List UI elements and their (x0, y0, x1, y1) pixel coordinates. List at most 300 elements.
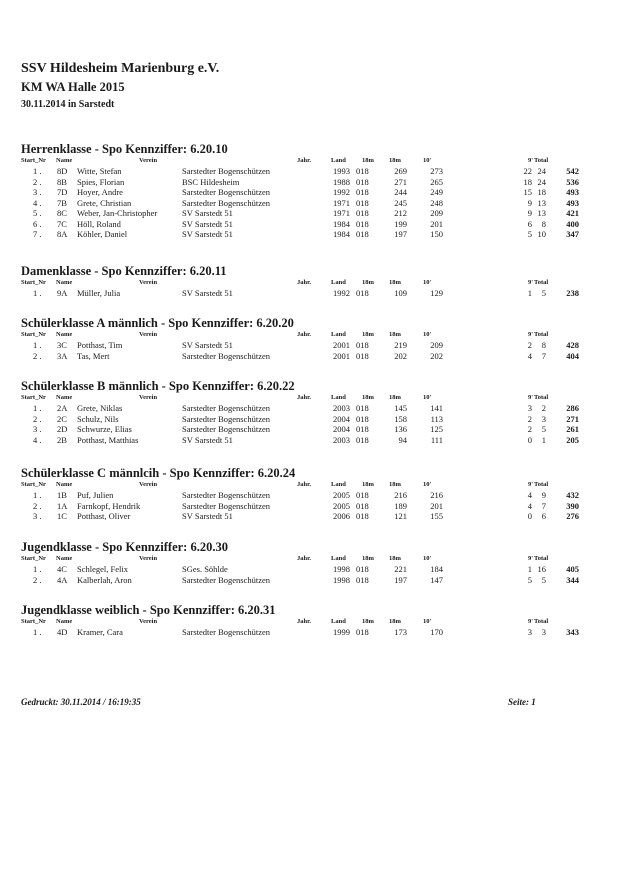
club-name: Sarstedter Bogenschützen (182, 413, 271, 424)
total-score: 493 (566, 197, 579, 208)
state-code: 018 (356, 490, 369, 500)
birth-year: 1993 (333, 166, 350, 176)
rank: 4 . (33, 197, 42, 208)
col-total-header: Total (534, 481, 549, 488)
total-score: 205 (566, 434, 579, 445)
result-row (21, 177, 601, 188)
birth-year: 2003 (333, 403, 350, 413)
club-name: SV Sarstedt 51 (182, 434, 233, 445)
col-nines-header: 9' (528, 481, 534, 488)
col-name-header: Name (56, 157, 73, 164)
nines-count: 10 (537, 229, 546, 239)
result-row (21, 564, 601, 575)
round-2-score: 202 (430, 350, 443, 361)
col-nines-header: 9' (528, 394, 534, 401)
state-code: 018 (356, 340, 369, 350)
start-number: 3C (57, 340, 67, 350)
col-18m-a-header: 18m (362, 394, 374, 401)
col-jahr-header: Jahr. (297, 331, 312, 338)
archer-name: Farnkopf, Hendrik (77, 500, 141, 511)
round-2-score: 201 (430, 218, 443, 229)
class-section (21, 539, 601, 585)
result-row (21, 627, 601, 638)
nines-count: 16 (537, 564, 546, 574)
round-2-score: 273 (430, 166, 443, 176)
col-verein-header: Verein (139, 279, 158, 286)
round-1-score: 269 (394, 166, 407, 176)
archer-name: Grete, Christian (77, 197, 132, 208)
result-row (21, 219, 601, 230)
col-jahr-header: Jahr. (297, 279, 312, 286)
column-header-row (21, 394, 601, 403)
club-name: SV Sarstedt 51 (182, 218, 233, 229)
start-number: 2D (57, 424, 68, 434)
tens-count: 3 (527, 403, 532, 413)
state-code: 018 (356, 424, 369, 434)
col-18m-a-header: 18m (362, 157, 374, 164)
archer-name: Kramer, Cara (77, 627, 123, 637)
state-code: 018 (356, 403, 369, 413)
class-section (21, 141, 601, 240)
club-title: SSV Hildesheim Marienburg e.V. (21, 61, 220, 76)
nines-count: 8 (541, 340, 546, 350)
state-code: 018 (356, 350, 369, 361)
birth-year: 1992 (333, 187, 350, 197)
col-start-nr-header: Start_Nr (21, 331, 46, 338)
round-1-score: 109 (394, 288, 407, 298)
col-18m-b-header: 18m (389, 331, 401, 338)
col-tens-header: 10' (423, 157, 432, 164)
round-1-score: 121 (394, 511, 407, 521)
tens-count: 1 (527, 564, 532, 574)
tens-count: 6 (527, 218, 532, 229)
nines-count: 13 (537, 208, 546, 218)
col-name-header: Name (56, 394, 73, 401)
round-2-score: 201 (430, 500, 443, 511)
total-score: 344 (566, 574, 579, 585)
club-name: SV Sarstedt 51 (182, 288, 233, 298)
col-verein-header: Verein (139, 331, 158, 338)
col-verein-header: Verein (139, 157, 158, 164)
club-name: SV Sarstedt 51 (182, 511, 233, 521)
birth-year: 1998 (333, 574, 350, 585)
col-18m-a-header: 18m (362, 481, 374, 488)
start-number: 8D (57, 166, 68, 176)
col-nines-header: 9' (528, 157, 534, 164)
total-score: 390 (566, 500, 579, 511)
class-section (21, 263, 601, 299)
tens-count: 2 (527, 340, 532, 350)
state-code: 018 (356, 166, 369, 176)
round-1-score: 158 (394, 413, 407, 424)
start-number: 3A (57, 350, 68, 361)
rank: 3 . (33, 424, 42, 434)
archer-name: Witte, Stefan (77, 166, 122, 176)
round-1-score: 212 (394, 208, 407, 218)
birth-year: 2004 (333, 424, 350, 434)
start-number: 1B (57, 490, 67, 500)
rank: 2 . (33, 176, 42, 187)
col-verein-header: Verein (139, 394, 158, 401)
club-name: BSC Hildesheim (182, 176, 240, 187)
total-score: 271 (566, 413, 579, 424)
round-2-score: 125 (430, 424, 443, 434)
nines-count: 5 (541, 424, 546, 434)
round-1-score: 216 (394, 490, 407, 500)
tens-count: 15 (523, 187, 532, 197)
nines-count: 3 (541, 413, 546, 424)
birth-year: 1971 (333, 208, 350, 218)
club-name: SGes. Söhlde (182, 564, 228, 574)
nines-count: 8 (541, 218, 546, 229)
result-row (21, 403, 601, 414)
state-code: 018 (356, 229, 369, 239)
round-1-score: 271 (394, 176, 407, 187)
start-number: 8B (57, 176, 67, 187)
birth-year: 1971 (333, 197, 350, 208)
col-tens-header: 10' (423, 481, 432, 488)
tens-count: 5 (527, 574, 532, 585)
result-row (21, 166, 601, 177)
round-2-score: 129 (430, 288, 443, 298)
round-2-score: 209 (430, 208, 443, 218)
col-total-header: Total (534, 555, 549, 562)
total-score: 405 (566, 564, 579, 574)
start-number: 7B (57, 197, 67, 208)
section-title: Schülerklasse A männlich - Spo Kennziffer: 6.20.20 (21, 316, 294, 330)
nines-count: 5 (541, 288, 546, 298)
start-number: 8A (57, 229, 68, 239)
section-title: Schülerklasse C männlcih - Spo Kennziffer: 6.20.24 (21, 466, 296, 480)
rank: 2 . (33, 574, 42, 585)
total-score: 428 (566, 340, 579, 350)
col-jahr-header: Jahr. (297, 394, 312, 401)
round-2-score: 265 (430, 176, 443, 187)
col-land-header: Land (331, 394, 346, 401)
state-code: 018 (356, 413, 369, 424)
col-18m-a-header: 18m (362, 555, 374, 562)
col-jahr-header: Jahr. (297, 555, 312, 562)
col-total-header: Total (534, 279, 549, 286)
col-jahr-header: Jahr. (297, 157, 312, 164)
col-land-header: Land (331, 618, 346, 625)
col-verein-header: Verein (139, 618, 158, 625)
tens-count: 3 (527, 627, 532, 637)
column-header-row (21, 618, 601, 627)
result-row (21, 424, 601, 435)
rank: 1 . (33, 288, 42, 298)
birth-year: 1992 (333, 288, 350, 298)
total-score: 432 (566, 490, 579, 500)
col-18m-b-header: 18m (389, 394, 401, 401)
rank: 3 . (33, 187, 42, 197)
rank: 7 . (33, 229, 42, 239)
archer-name: Köhler, Daniel (77, 229, 128, 239)
birth-year: 2003 (333, 434, 350, 445)
nines-count: 6 (541, 511, 546, 521)
column-header-row (21, 331, 601, 340)
round-1-score: 199 (394, 218, 407, 229)
col-jahr-header: Jahr. (297, 618, 312, 625)
archer-name: Spies, Florian (77, 176, 125, 187)
result-row (21, 490, 601, 501)
nines-count: 24 (537, 176, 546, 187)
birth-year: 2001 (333, 350, 350, 361)
col-total-header: Total (534, 394, 549, 401)
state-code: 018 (356, 176, 369, 187)
state-code: 018 (356, 187, 369, 197)
class-section (21, 602, 601, 638)
archer-name: Potthast, Tim (77, 340, 123, 350)
section-title: Jugendklasse - Spo Kennziffer: 6.20.30 (21, 540, 228, 554)
nines-count: 13 (537, 197, 546, 208)
start-number: 4D (57, 627, 68, 637)
total-score: 261 (566, 424, 579, 434)
state-code: 018 (356, 434, 369, 445)
round-2-score: 249 (430, 187, 443, 197)
round-2-score: 111 (430, 434, 443, 445)
rank: 5 . (33, 208, 42, 218)
event-date-place: 30.11.2014 in Sarstedt (21, 99, 115, 110)
start-number: 2B (57, 434, 67, 445)
round-1-score: 221 (394, 564, 407, 574)
round-1-score: 202 (394, 350, 407, 361)
archer-name: Höll, Roland (77, 218, 121, 229)
archer-name: Schwurze, Elias (77, 424, 132, 434)
state-code: 018 (356, 500, 369, 511)
tens-count: 5 (527, 229, 532, 239)
col-start-nr-header: Start_Nr (21, 279, 46, 286)
nines-count: 18 (537, 187, 546, 197)
col-start-nr-header: Start_Nr (21, 555, 46, 562)
total-score: 536 (566, 176, 579, 187)
result-row (21, 435, 601, 446)
state-code: 018 (356, 564, 369, 574)
col-tens-header: 10' (423, 331, 432, 338)
round-1-score: 94 (398, 434, 407, 445)
round-2-score: 147 (430, 574, 443, 585)
col-start-nr-header: Start_Nr (21, 157, 46, 164)
round-2-score: 170 (430, 627, 443, 637)
col-total-header: Total (534, 157, 549, 164)
archer-name: Tas, Mert (77, 350, 110, 361)
total-score: 421 (566, 208, 579, 218)
total-score: 347 (566, 229, 579, 239)
nines-count: 7 (541, 500, 546, 511)
start-number: 2A (57, 403, 68, 413)
result-row (21, 575, 601, 586)
rank: 1 . (33, 403, 42, 413)
column-header-row (21, 157, 601, 166)
total-score: 238 (566, 288, 579, 298)
section-title: Schülerklasse B männlich - Spo Kennziffer: 6.20.22 (21, 379, 295, 393)
result-row (21, 208, 601, 219)
total-score: 343 (566, 627, 579, 637)
nines-count: 3 (541, 627, 546, 637)
archer-name: Müller, Julia (77, 288, 121, 298)
club-name: Sarstedter Bogenschützen (182, 627, 271, 637)
col-name-header: Name (56, 481, 73, 488)
nines-count: 7 (541, 350, 546, 361)
birth-year: 1999 (333, 627, 350, 637)
nines-count: 9 (541, 490, 546, 500)
col-start-nr-header: Start_Nr (21, 618, 46, 625)
col-land-header: Land (331, 279, 346, 286)
col-verein-header: Verein (139, 555, 158, 562)
section-title: Jugendklasse weiblich - Spo Kennziffer: 6.20.31 (21, 603, 276, 617)
club-name: Sarstedter Bogenschützen (182, 350, 271, 361)
col-18m-a-header: 18m (362, 331, 374, 338)
result-row (21, 229, 601, 240)
start-number: 9A (57, 288, 68, 298)
col-18m-a-header: 18m (362, 618, 374, 625)
round-2-score: 141 (430, 403, 443, 413)
state-code: 018 (356, 574, 369, 585)
col-18m-b-header: 18m (389, 279, 401, 286)
start-number: 2C (57, 413, 67, 424)
col-land-header: Land (331, 157, 346, 164)
birth-year: 2005 (333, 490, 350, 500)
printed-timestamp: Gedruckt: 30.11.2014 / 16:19:35 (21, 697, 141, 707)
club-name: Sarstedter Bogenschützen (182, 490, 271, 500)
total-score: 286 (566, 403, 579, 413)
club-name: Sarstedter Bogenschützen (182, 166, 271, 176)
round-2-score: 113 (430, 413, 443, 424)
section-title: Herrenklasse - Spo Kennziffer: 6.20.10 (21, 142, 228, 156)
total-score: 493 (566, 187, 579, 197)
col-name-header: Name (56, 555, 73, 562)
col-18m-b-header: 18m (389, 618, 401, 625)
birth-year: 2006 (333, 511, 350, 521)
column-header-row (21, 481, 601, 490)
total-score: 276 (566, 511, 579, 521)
rank: 1 . (33, 166, 42, 176)
start-number: 7C (57, 218, 67, 229)
club-name: Sarstedter Bogenschützen (182, 574, 271, 585)
col-18m-b-header: 18m (389, 157, 401, 164)
col-name-header: Name (56, 279, 73, 286)
result-row (21, 414, 601, 425)
archer-name: Potthast, Matthias (77, 434, 139, 445)
round-1-score: 219 (394, 340, 407, 350)
birth-year: 2005 (333, 500, 350, 511)
archer-name: Puf, Julien (77, 490, 114, 500)
archer-name: Grete, Niklas (77, 403, 123, 413)
club-name: SV Sarstedt 51 (182, 340, 233, 350)
rank: 1 . (33, 627, 42, 637)
result-row (21, 351, 601, 362)
club-name: Sarstedter Bogenschützen (182, 187, 271, 197)
round-2-score: 248 (430, 197, 443, 208)
col-18m-b-header: 18m (389, 555, 401, 562)
club-name: Sarstedter Bogenschützen (182, 197, 271, 208)
col-land-header: Land (331, 331, 346, 338)
start-number: 7D (57, 187, 68, 197)
col-total-header: Total (534, 331, 549, 338)
col-name-header: Name (56, 618, 73, 625)
col-nines-header: 9' (528, 331, 534, 338)
tens-count: 9 (527, 197, 532, 208)
round-1-score: 244 (394, 187, 407, 197)
rank: 1 . (33, 564, 42, 574)
rank: 2 . (33, 350, 42, 361)
tens-count: 18 (523, 176, 532, 187)
page-number: Seite: 1 (508, 697, 536, 707)
total-score: 542 (566, 166, 579, 176)
nines-count: 1 (541, 434, 546, 445)
nines-count: 2 (541, 403, 546, 413)
col-18m-a-header: 18m (362, 279, 374, 286)
result-row (21, 511, 601, 522)
round-1-score: 145 (394, 403, 407, 413)
result-row (21, 187, 601, 198)
col-land-header: Land (331, 481, 346, 488)
col-jahr-header: Jahr. (297, 481, 312, 488)
state-code: 018 (356, 627, 369, 637)
result-row (21, 198, 601, 209)
birth-year: 1998 (333, 564, 350, 574)
total-score: 400 (566, 218, 579, 229)
nines-count: 24 (537, 166, 546, 176)
club-name: Sarstedter Bogenschützen (182, 424, 271, 434)
rank: 2 . (33, 413, 42, 424)
class-section (21, 465, 601, 522)
club-name: SV Sarstedt 51 (182, 229, 233, 239)
result-row (21, 340, 601, 351)
rank: 2 . (33, 500, 42, 511)
col-nines-header: 9' (528, 279, 534, 286)
club-name: SV Sarstedt 51 (182, 208, 233, 218)
col-18m-b-header: 18m (389, 481, 401, 488)
col-start-nr-header: Start_Nr (21, 481, 46, 488)
club-name: Sarstedter Bogenschützen (182, 403, 271, 413)
class-section (21, 378, 601, 445)
state-code: 018 (356, 511, 369, 521)
round-1-score: 197 (394, 229, 407, 239)
rank: 6 . (33, 218, 42, 229)
tens-count: 22 (523, 166, 532, 176)
archer-name: Schulz, Nils (77, 413, 119, 424)
tens-count: 2 (527, 413, 532, 424)
col-tens-header: 10' (423, 618, 432, 625)
result-row (21, 501, 601, 512)
birth-year: 2001 (333, 340, 350, 350)
section-title: Damenklasse - Spo Kennziffer: 6.20.11 (21, 264, 227, 278)
event-title: KM WA Halle 2015 (21, 80, 125, 94)
tens-count: 2 (527, 424, 532, 434)
round-2-score: 155 (430, 511, 443, 521)
rank: 4 . (33, 434, 42, 445)
tens-count: 4 (527, 490, 532, 500)
rank: 3 . (33, 511, 42, 521)
col-nines-header: 9' (528, 555, 534, 562)
birth-year: 1984 (333, 218, 350, 229)
round-1-score: 245 (394, 197, 407, 208)
total-score: 404 (566, 350, 579, 361)
class-section (21, 315, 601, 361)
col-name-header: Name (56, 331, 73, 338)
club-name: Sarstedter Bogenschützen (182, 500, 271, 511)
column-header-row (21, 279, 601, 288)
rank: 1 . (33, 340, 42, 350)
archer-name: Weber, Jan-Christopher (77, 208, 158, 218)
col-verein-header: Verein (139, 481, 158, 488)
column-header-row (21, 555, 601, 564)
start-number: 1C (57, 511, 67, 521)
col-tens-header: 10' (423, 394, 432, 401)
tens-count: 0 (527, 511, 532, 521)
start-number: 8C (57, 208, 67, 218)
